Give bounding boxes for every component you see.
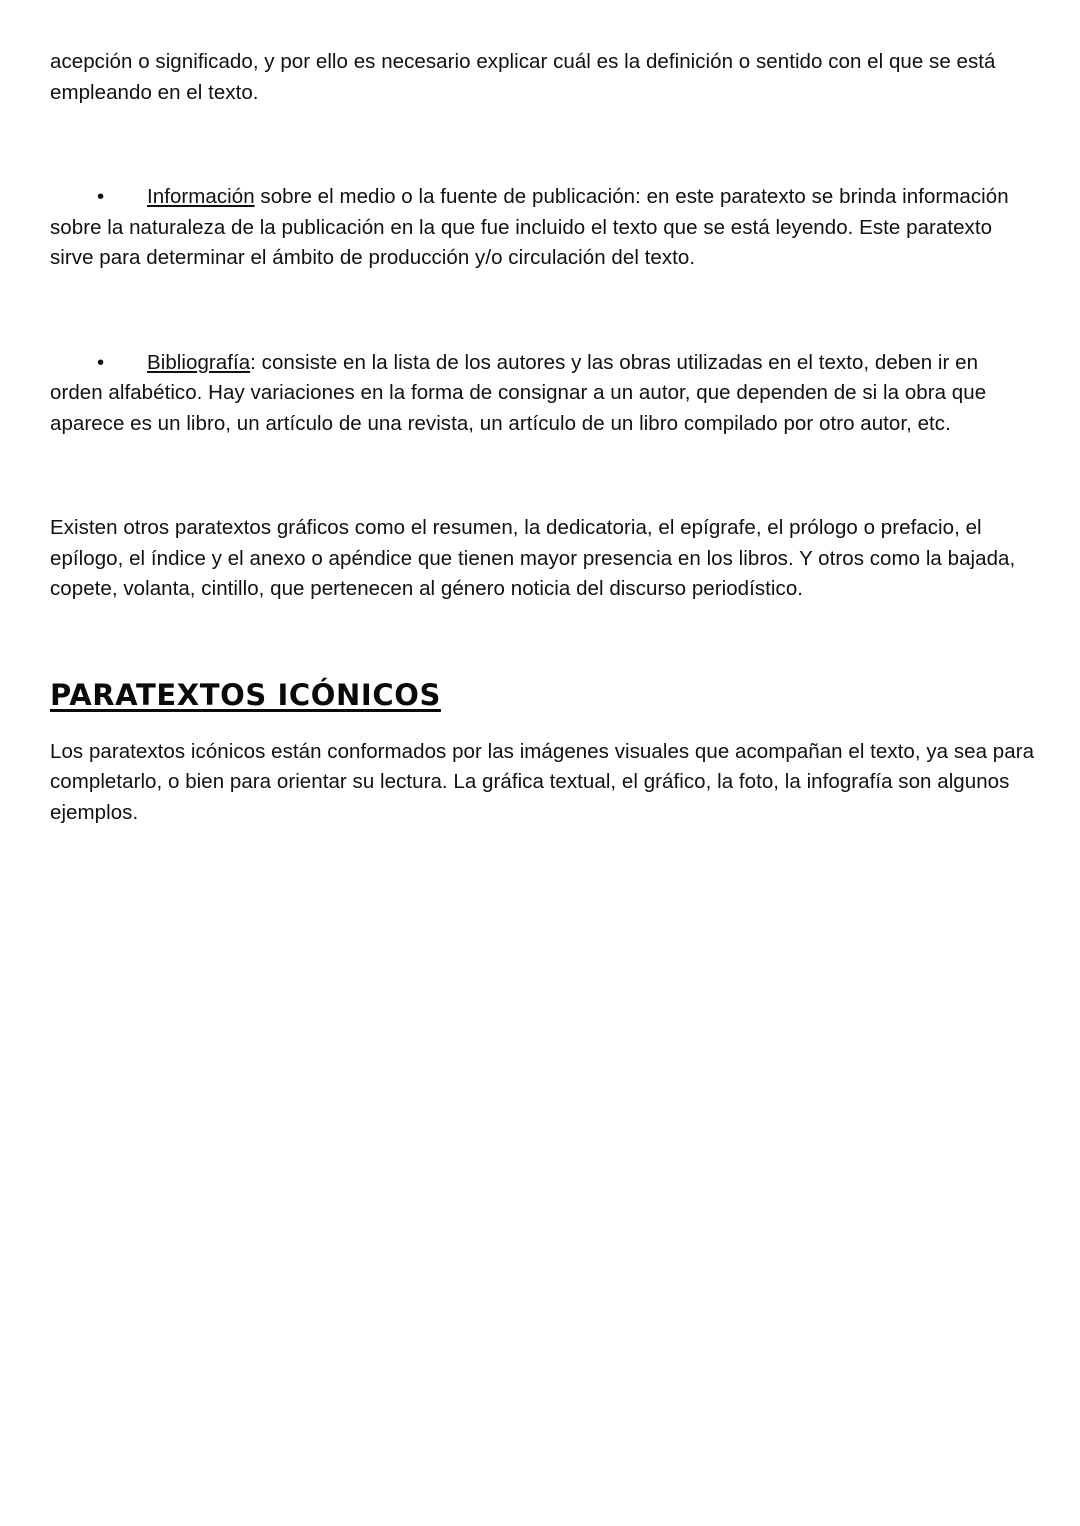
document-page	[50, 47, 1035, 828]
other-paratexts-paragraph: Existen otros paratextos gráficos como el resumen, la dedicatoria, el epígrafe, el prólogo o prefacio, el epílogo, el índice y el anexo o apéndice que tienen mayor presencia en los libros. Y otros como la bajada, copete, volanta, cintillo, que pertenecen al género noticia del discurso periodístico.	[50, 516, 1016, 600]
bullet-text: : consiste en la lista de los autores y las obras utilizadas en el texto, deben ir en orden alfabético. Hay variaciones en la forma de consignar a un autor, que dependen de si la obra que aparece es un libro, un artículo de una revista, un artículo de un libro compilado por otro autor, etc.	[50, 350, 987, 435]
bullet-item-informacion	[50, 182, 1035, 274]
section-heading: PARATEXTOS ICÓNICOS	[50, 677, 441, 712]
bullet-term: Bibliografía	[147, 350, 251, 374]
bullet-item-bibliografia	[50, 348, 1035, 440]
intro-paragraph: acepción o significado, y por ello es necesario explicar cuál es la definición o sentido con el que se está empleando en el texto.	[50, 50, 996, 104]
bullet-text: sobre el medio o la fuente de publicación: en este paratexto se brinda información sobre la naturaleza de la publicación en la que fue incluido el texto que se está leyendo. Este paratexto sirve para determinar el ámbito de producción y/o circulación del texto.	[50, 185, 1009, 269]
bullet-term: Información	[147, 185, 255, 208]
bullet-icon: •	[97, 185, 105, 208]
bullet-icon: •	[97, 350, 105, 374]
iconic-paragraph: Los paratextos icónicos están conformados por las imágenes visuales que acompañan el texto, ya sea para completarlo, o bien para orientar su lectura. La gráfica textual, el gráfico, la foto, la infografía son algunos ejemplos.	[50, 739, 1035, 824]
